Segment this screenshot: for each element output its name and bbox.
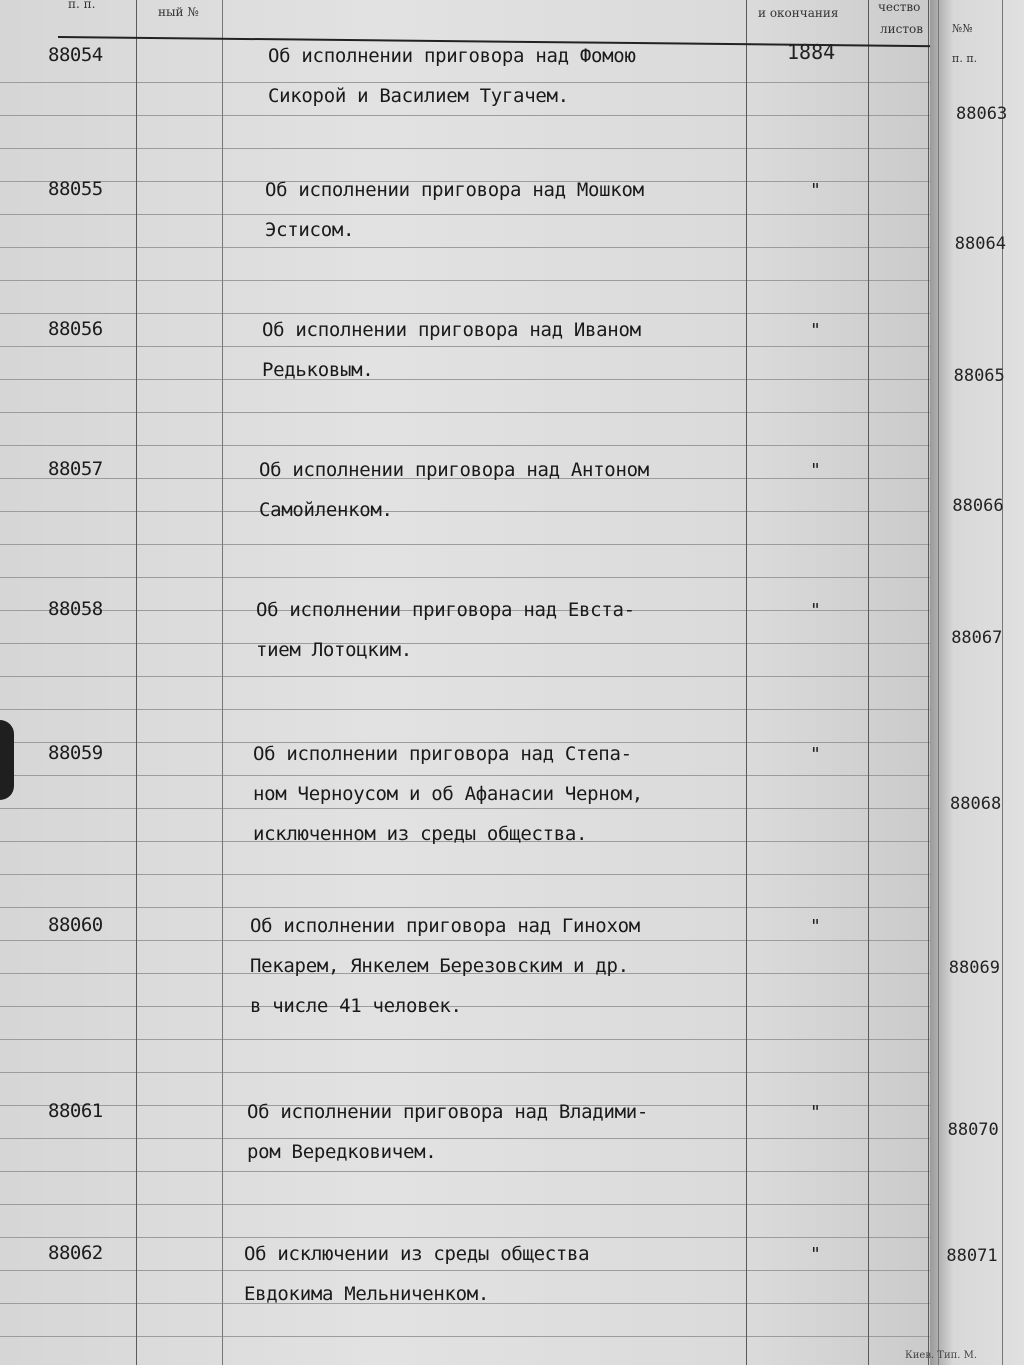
next-page-header-number-top: №№ (952, 22, 973, 35)
header-col-number: п. п. (68, 0, 96, 11)
record-ditto-mark: " (810, 916, 821, 937)
record-title: Об исполнении приговора над Гинохом Пекарем, Янкелем Березовским и др. в числе 41 человек. (250, 915, 640, 1017)
ruled-line (0, 544, 946, 545)
next-page-record-number: 88071 (946, 1246, 998, 1266)
ruled-line (0, 1204, 946, 1205)
record-number: 88058 (48, 598, 103, 620)
next-page-header-number-bottom: п. п. (952, 52, 978, 65)
next-page-column-divider (938, 0, 939, 1365)
ruled-line (0, 280, 946, 281)
record-number: 88057 (48, 458, 103, 480)
record-title: Об исполнении приговора над Владими- ром Вередковичем. (247, 1101, 649, 1163)
record-ditto-mark: " (810, 1102, 821, 1123)
record-title: Об исполнении приговора над Евста- тием Лотоцким. (256, 599, 635, 661)
column-divider-inventory (222, 0, 223, 1365)
record-number: 88055 (48, 178, 103, 200)
record-ditto-mark: " (810, 180, 821, 201)
record-number: 88059 (48, 742, 103, 764)
header-col-sheets-bottom: листов (880, 22, 923, 36)
header-col-sheets-top: чество (878, 0, 921, 14)
column-divider-number (136, 0, 137, 1365)
record-ditto-mark: " (810, 460, 821, 481)
record-title: Об исполнении приговора над Степа- ном Черноусом и об Афанасии Черном, исключенном из среды общества. (253, 743, 643, 845)
record-ditto-mark: " (810, 1244, 821, 1265)
ruled-line (0, 1072, 946, 1073)
next-page-record-number: 88068 (950, 794, 1002, 814)
ruled-line (0, 1039, 946, 1040)
ruled-line (0, 577, 946, 578)
record-title: Об исполнении приговора над Фомою Сикорой и Василием Тугачем. (268, 45, 636, 107)
ruled-line (0, 709, 946, 710)
record-title: Об исключении из среды общества Евдокима Мельниченком. (244, 1243, 590, 1305)
record-ditto-mark: " (810, 600, 821, 621)
record-number: 88056 (48, 318, 103, 340)
year-value: 1884 (787, 40, 836, 64)
next-page-record-number: 88069 (948, 958, 1000, 978)
record-title: Об исполнении приговора над Антоном Самойленком. (259, 459, 649, 521)
record-number: 88062 (48, 1242, 103, 1264)
ruled-line (0, 148, 946, 149)
record-ditto-mark: " (810, 320, 821, 341)
next-page-record-number: 88064 (954, 234, 1006, 254)
header-col-dates: и окончания (758, 6, 839, 20)
next-page-record-number: 88067 (951, 628, 1003, 648)
next-page-record-number: 88063 (956, 104, 1008, 124)
printer-footer: Киев. Тип. М. (905, 1350, 978, 1361)
next-page-column-divider-2 (1002, 0, 1003, 1365)
ruled-line (0, 445, 946, 446)
record-number: 88054 (48, 44, 103, 66)
ruled-line (0, 874, 946, 875)
next-page-record-number: 88066 (952, 496, 1004, 516)
record-title: Об исполнении приговора над Мошком Эстисом. (265, 179, 644, 241)
column-divider-sheets (928, 0, 929, 1365)
column-divider-dates (868, 0, 869, 1365)
next-page (905, 0, 1024, 1365)
record-ditto-mark: " (810, 744, 821, 765)
binding-shadow (0, 720, 14, 800)
record-title: Об исполнении приговора над Иваном Редьковым. (262, 319, 641, 381)
record-number: 88060 (48, 914, 103, 936)
record-number: 88061 (48, 1100, 103, 1122)
ruled-line (0, 676, 946, 677)
next-page-record-number: 88065 (953, 366, 1005, 386)
ruled-line (0, 412, 946, 413)
ruled-line (0, 1336, 946, 1337)
header-col-inventory: ный № (158, 5, 199, 19)
next-page-record-number: 88070 (947, 1120, 999, 1140)
